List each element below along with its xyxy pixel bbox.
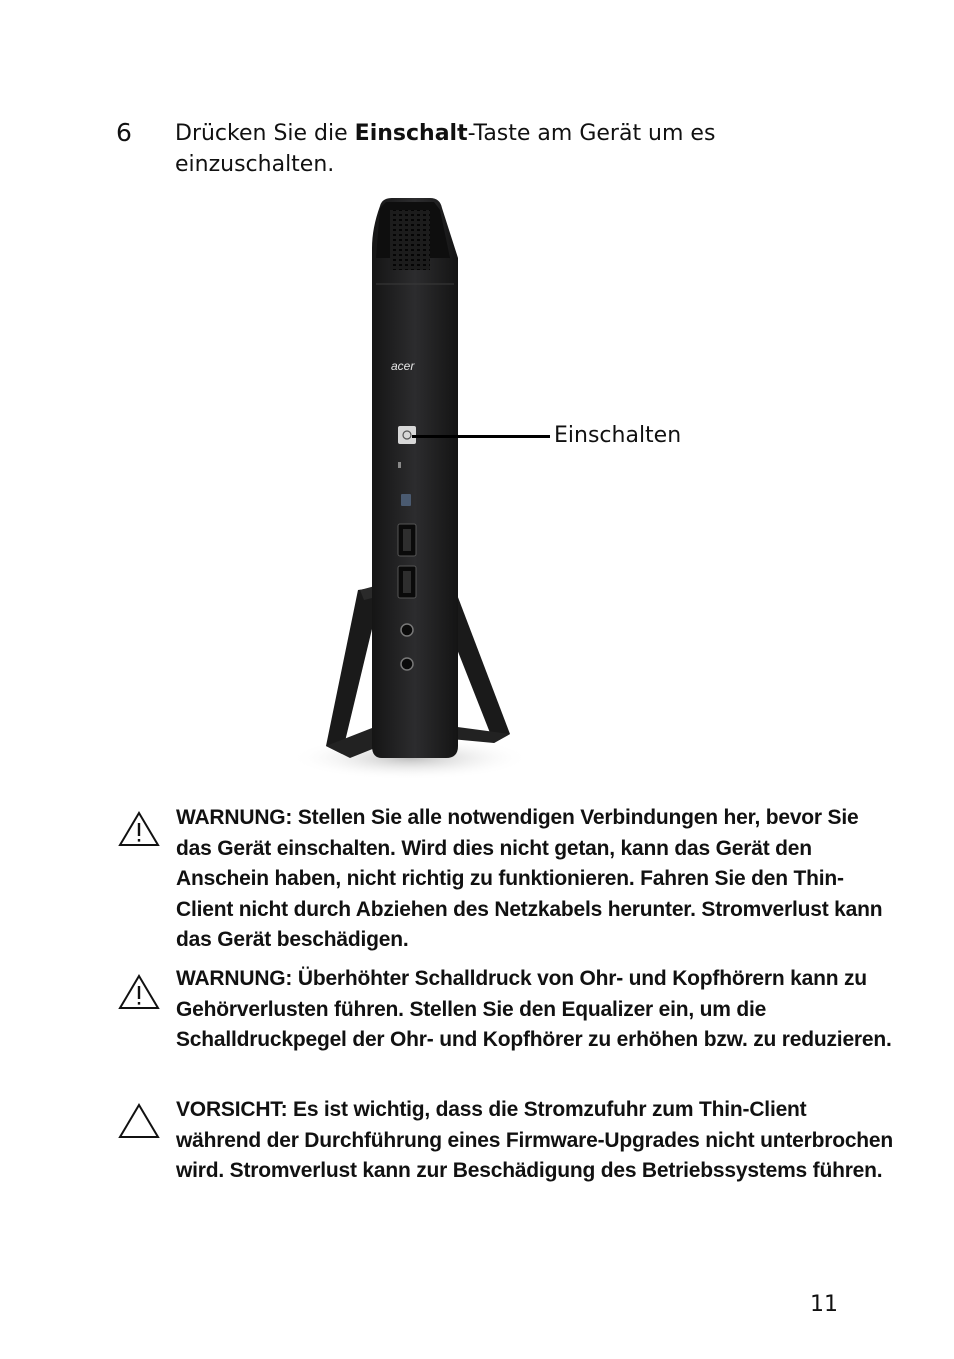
caution-triangle-icon xyxy=(118,1102,160,1140)
headphone-jack xyxy=(401,624,413,636)
step-instruction xyxy=(175,118,815,180)
device-body xyxy=(372,198,458,758)
callout-line xyxy=(412,435,550,438)
warning-notice-connections: WARNUNG: Stellen Sie alle notwendigen Verbindungen her, bevor Sie das Gerät einschalten. Wird dies nicht getan, kann das Gerät den Anschein haben, nicht richtig zu funktionieren. Fahren Sie den Thin-Client nicht durch Abziehen des Netzkabels herunter. Stromverlust kann das Gerät beschädigen. xyxy=(176,806,883,951)
warning-triangle-exclamation-icon xyxy=(118,810,160,848)
step-text-before: Drücken Sie die xyxy=(175,121,355,146)
brand-logo: acer xyxy=(391,359,415,373)
caution-notice-firmware: VORSICHT: Es ist wichtig, dass die Stromzufuhr zum Thin-Client während der Durchführung eines Firmware-Upgrades nicht unterbrochen wird. Stromverlust kann zur Beschädigung des Betriebssystems führen. xyxy=(176,1098,894,1182)
page-number: 11 xyxy=(810,1292,838,1317)
warning-triangle-exclamation-icon xyxy=(118,973,160,1011)
step-text-bold: Einschalt xyxy=(354,121,468,146)
vent-grille xyxy=(390,210,430,270)
callout-label-power: Einschalten xyxy=(554,423,682,448)
microphone-jack xyxy=(401,658,413,670)
step-text-after: -Taste am Gerät um es einzuschalten. xyxy=(175,121,716,177)
warning-notice-sound-pressure: WARNUNG: Überhöhter Schalldruck von Ohr- und Kopfhörern kann zu Gehörverlusten führen. Stellen Sie den Equalizer ein, um die Schalldruckpegel der Ohr- und Kopfhörer zu erhöhen bzw. zu reduzieren. xyxy=(176,967,892,1051)
step-number: 6 xyxy=(116,118,132,147)
thin-client-illustration xyxy=(290,198,710,798)
